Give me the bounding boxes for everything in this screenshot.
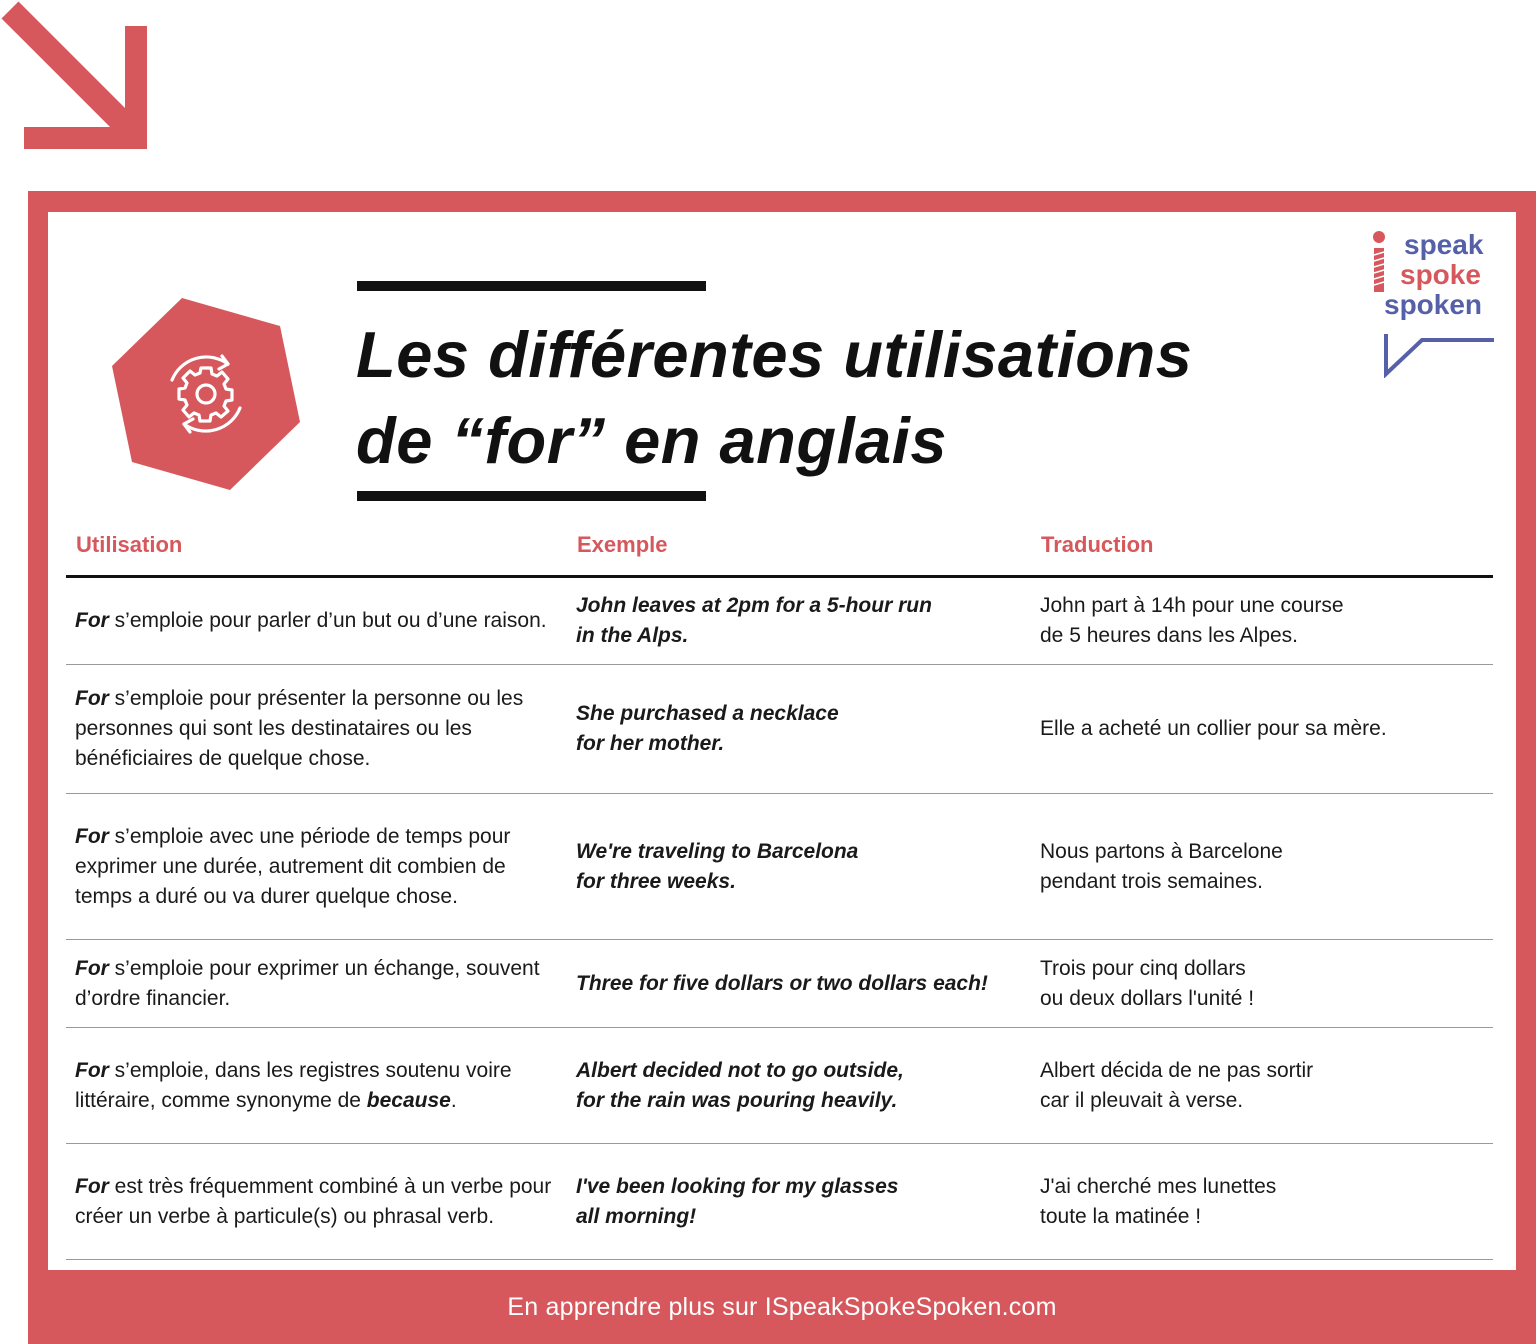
title-line-2: de “for” en anglais — [356, 404, 948, 477]
translation-cell: John part à 14h pour une course de 5 heures dans les Alpes. — [1040, 594, 1344, 647]
usage-cell: For est très fréquemment combiné à un verbe pour créer un verbe à particule(s) ou phrasal verb. — [75, 1174, 552, 1228]
usage-cell: For s’emploie pour parler d’un but ou d’une raison. — [75, 609, 547, 632]
logo-word-speak: speak — [1404, 229, 1484, 260]
title-line-1: Les différentes utilisations — [356, 318, 1193, 391]
example-cell: John leaves at 2pm for a 5-hour run in the Alps. — [576, 594, 932, 647]
logo-speech-tail — [1382, 334, 1498, 378]
page-title — [356, 312, 1356, 484]
diagonal-arrow-icon — [0, 0, 150, 155]
translation-cell: Trois pour cinq dollars ou deux dollars l'unité ! — [1040, 956, 1255, 1010]
usage-table — [66, 525, 1493, 1260]
table-row — [66, 1144, 1493, 1260]
logo-i-mark — [1368, 228, 1390, 298]
table-header — [66, 525, 1493, 578]
table-row — [66, 665, 1493, 794]
usage-cell: For s’emploie pour exprimer un échange, souvent d’ordre financier. — [75, 956, 540, 1010]
footer-text: En apprendre plus sur ISpeakSpokeSpoken.com — [507, 1292, 1057, 1321]
usage-cell: For s’emploie, dans les registres soutenu voire littéraire, comme synonyme de because. — [75, 1058, 512, 1112]
usage-cell: For s’emploie avec une période de temps pour exprimer une durée, autrement dit combien de temps a duré ou va durer quelque chose. — [75, 824, 511, 908]
translation-cell: J'ai cherché mes lunettes toute la matinée ! — [1040, 1174, 1277, 1228]
header-traduction: Traduction — [1041, 532, 1154, 557]
table-row — [66, 940, 1493, 1028]
example-cell: Albert decided not to go outside, for the rain was pouring heavily. — [576, 1058, 904, 1112]
gear-cycle-icon — [108, 294, 304, 494]
logo-word-spoke: spoke — [1400, 259, 1481, 290]
brand-logo — [1368, 228, 1498, 378]
table-row — [66, 1028, 1493, 1144]
header-exemple: Exemple — [577, 532, 668, 557]
table-row — [66, 578, 1493, 665]
table-row — [66, 794, 1493, 940]
translation-cell: Nous partons à Barcelone pendant trois semaines. — [1040, 839, 1283, 893]
translation-cell: Elle a acheté un collier pour sa mère. — [1040, 717, 1387, 740]
title-bottom-rule — [357, 491, 706, 501]
example-cell: We're traveling to Barcelona for three weeks. — [576, 839, 859, 893]
header-utilisation: Utilisation — [76, 532, 183, 557]
usage-cell: For s’emploie pour présenter la personne ou les personnes qui sont les destinataires ou les bénéficiaires de quelque chose. — [75, 687, 524, 770]
logo-word-spoken: spoken — [1384, 289, 1483, 320]
example-cell: She purchased a necklace for her mother. — [576, 702, 839, 755]
translation-cell: Albert décida de ne pas sortir car il pleuvait à verse. — [1040, 1058, 1314, 1112]
footer-link[interactable] — [28, 1270, 1536, 1344]
title-top-rule — [357, 281, 706, 291]
example-cell: Three for five dollars or two dollars each! — [576, 971, 988, 995]
example-cell: I've been looking for my glasses all morning! — [576, 1174, 899, 1228]
